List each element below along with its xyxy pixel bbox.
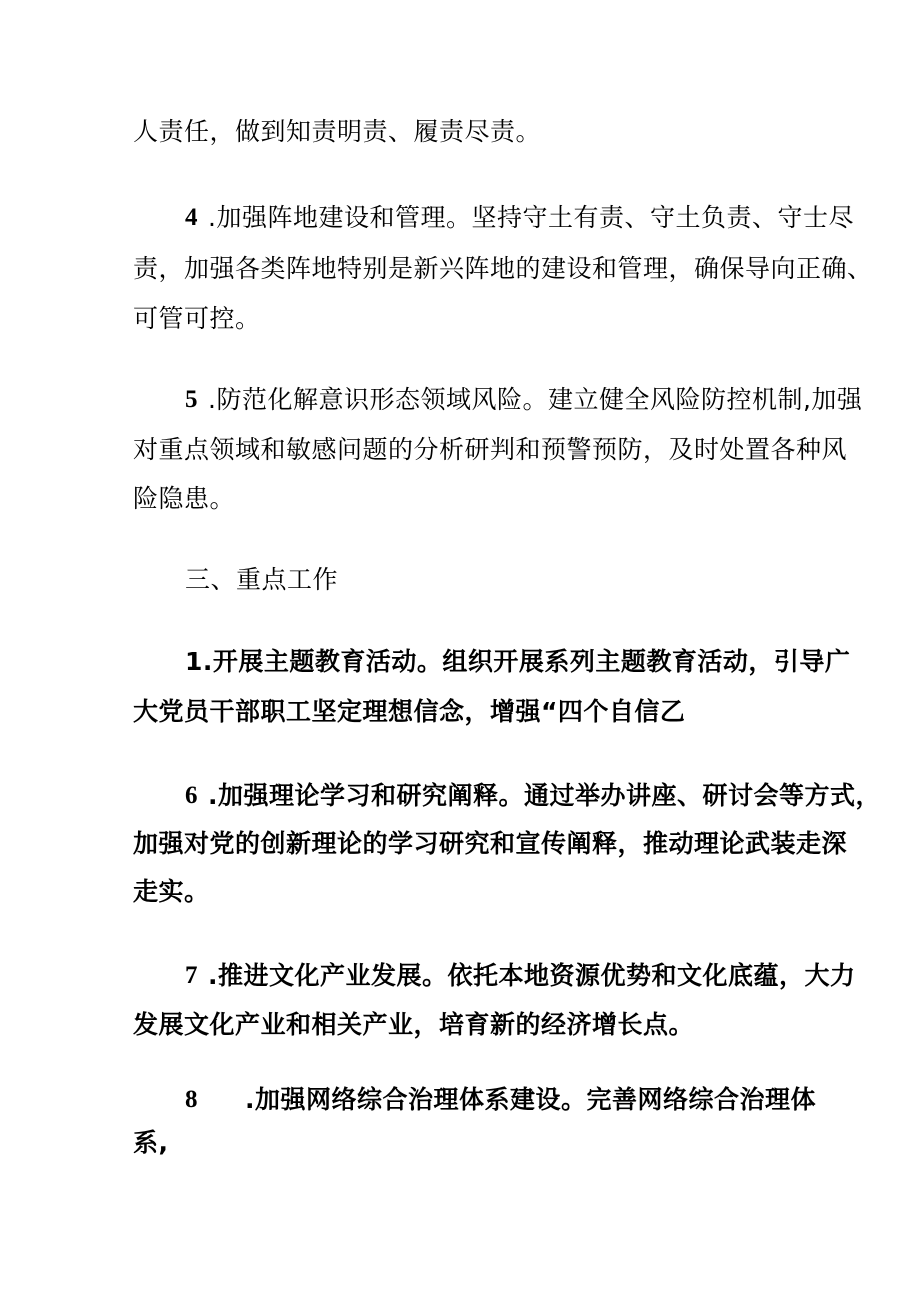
text-line: .加强理论学习和研究阐释。通过举办讲座、研讨会等方式， bbox=[208, 781, 881, 810]
text-line: 大党员干部职工坚定理想信念，增强“四个自信乙 bbox=[133, 697, 686, 726]
item-number: 6 bbox=[185, 782, 198, 809]
text-line: 加强对党的创新理论的学习研究和宣传阐释，推动理论武装走深 bbox=[133, 829, 848, 858]
item-number: 4 bbox=[185, 204, 198, 231]
text-line: 险隐患。 bbox=[133, 484, 236, 513]
text-line: 发展文化产业和相关产业，培育新的经济增长点。 bbox=[133, 1010, 695, 1039]
text-line: .加强网络综合治理体系建设。完善网络综合治理体 bbox=[245, 1085, 816, 1114]
text-line: .加强阵地建设和管理。坚持守土有责、守土负责、守士尽 bbox=[208, 203, 854, 232]
text-line: 责，加强各类阵地特别是新兴阵地的建设和管理，确保导向正确、 bbox=[133, 254, 873, 283]
text-line: .防范化解意识形态领域风险。建立健全风险防控机制,加强 bbox=[208, 385, 863, 414]
text-line: 走实。 bbox=[133, 877, 210, 906]
text-line: 对重点领域和敏感问题的分析研判和预警预防，及时处置各种风 bbox=[133, 435, 848, 464]
text-line: 1.开展主题教育活动。组织开展系列主题教育活动，引导广 bbox=[185, 647, 851, 676]
item-number: 5 bbox=[185, 386, 198, 413]
text-line: .推进文化产业发展。依托本地资源优势和文化底蕴，大力 bbox=[208, 961, 856, 990]
text-line: 人责任，做到知责明责、履责尽责。 bbox=[133, 117, 542, 146]
section-heading: 三、重点工作 bbox=[185, 565, 339, 594]
text-line: 可管可控。 bbox=[133, 304, 261, 333]
text-line: 系, bbox=[133, 1128, 169, 1157]
item-number: 7 bbox=[185, 962, 198, 989]
item-number: 8 bbox=[185, 1086, 198, 1113]
